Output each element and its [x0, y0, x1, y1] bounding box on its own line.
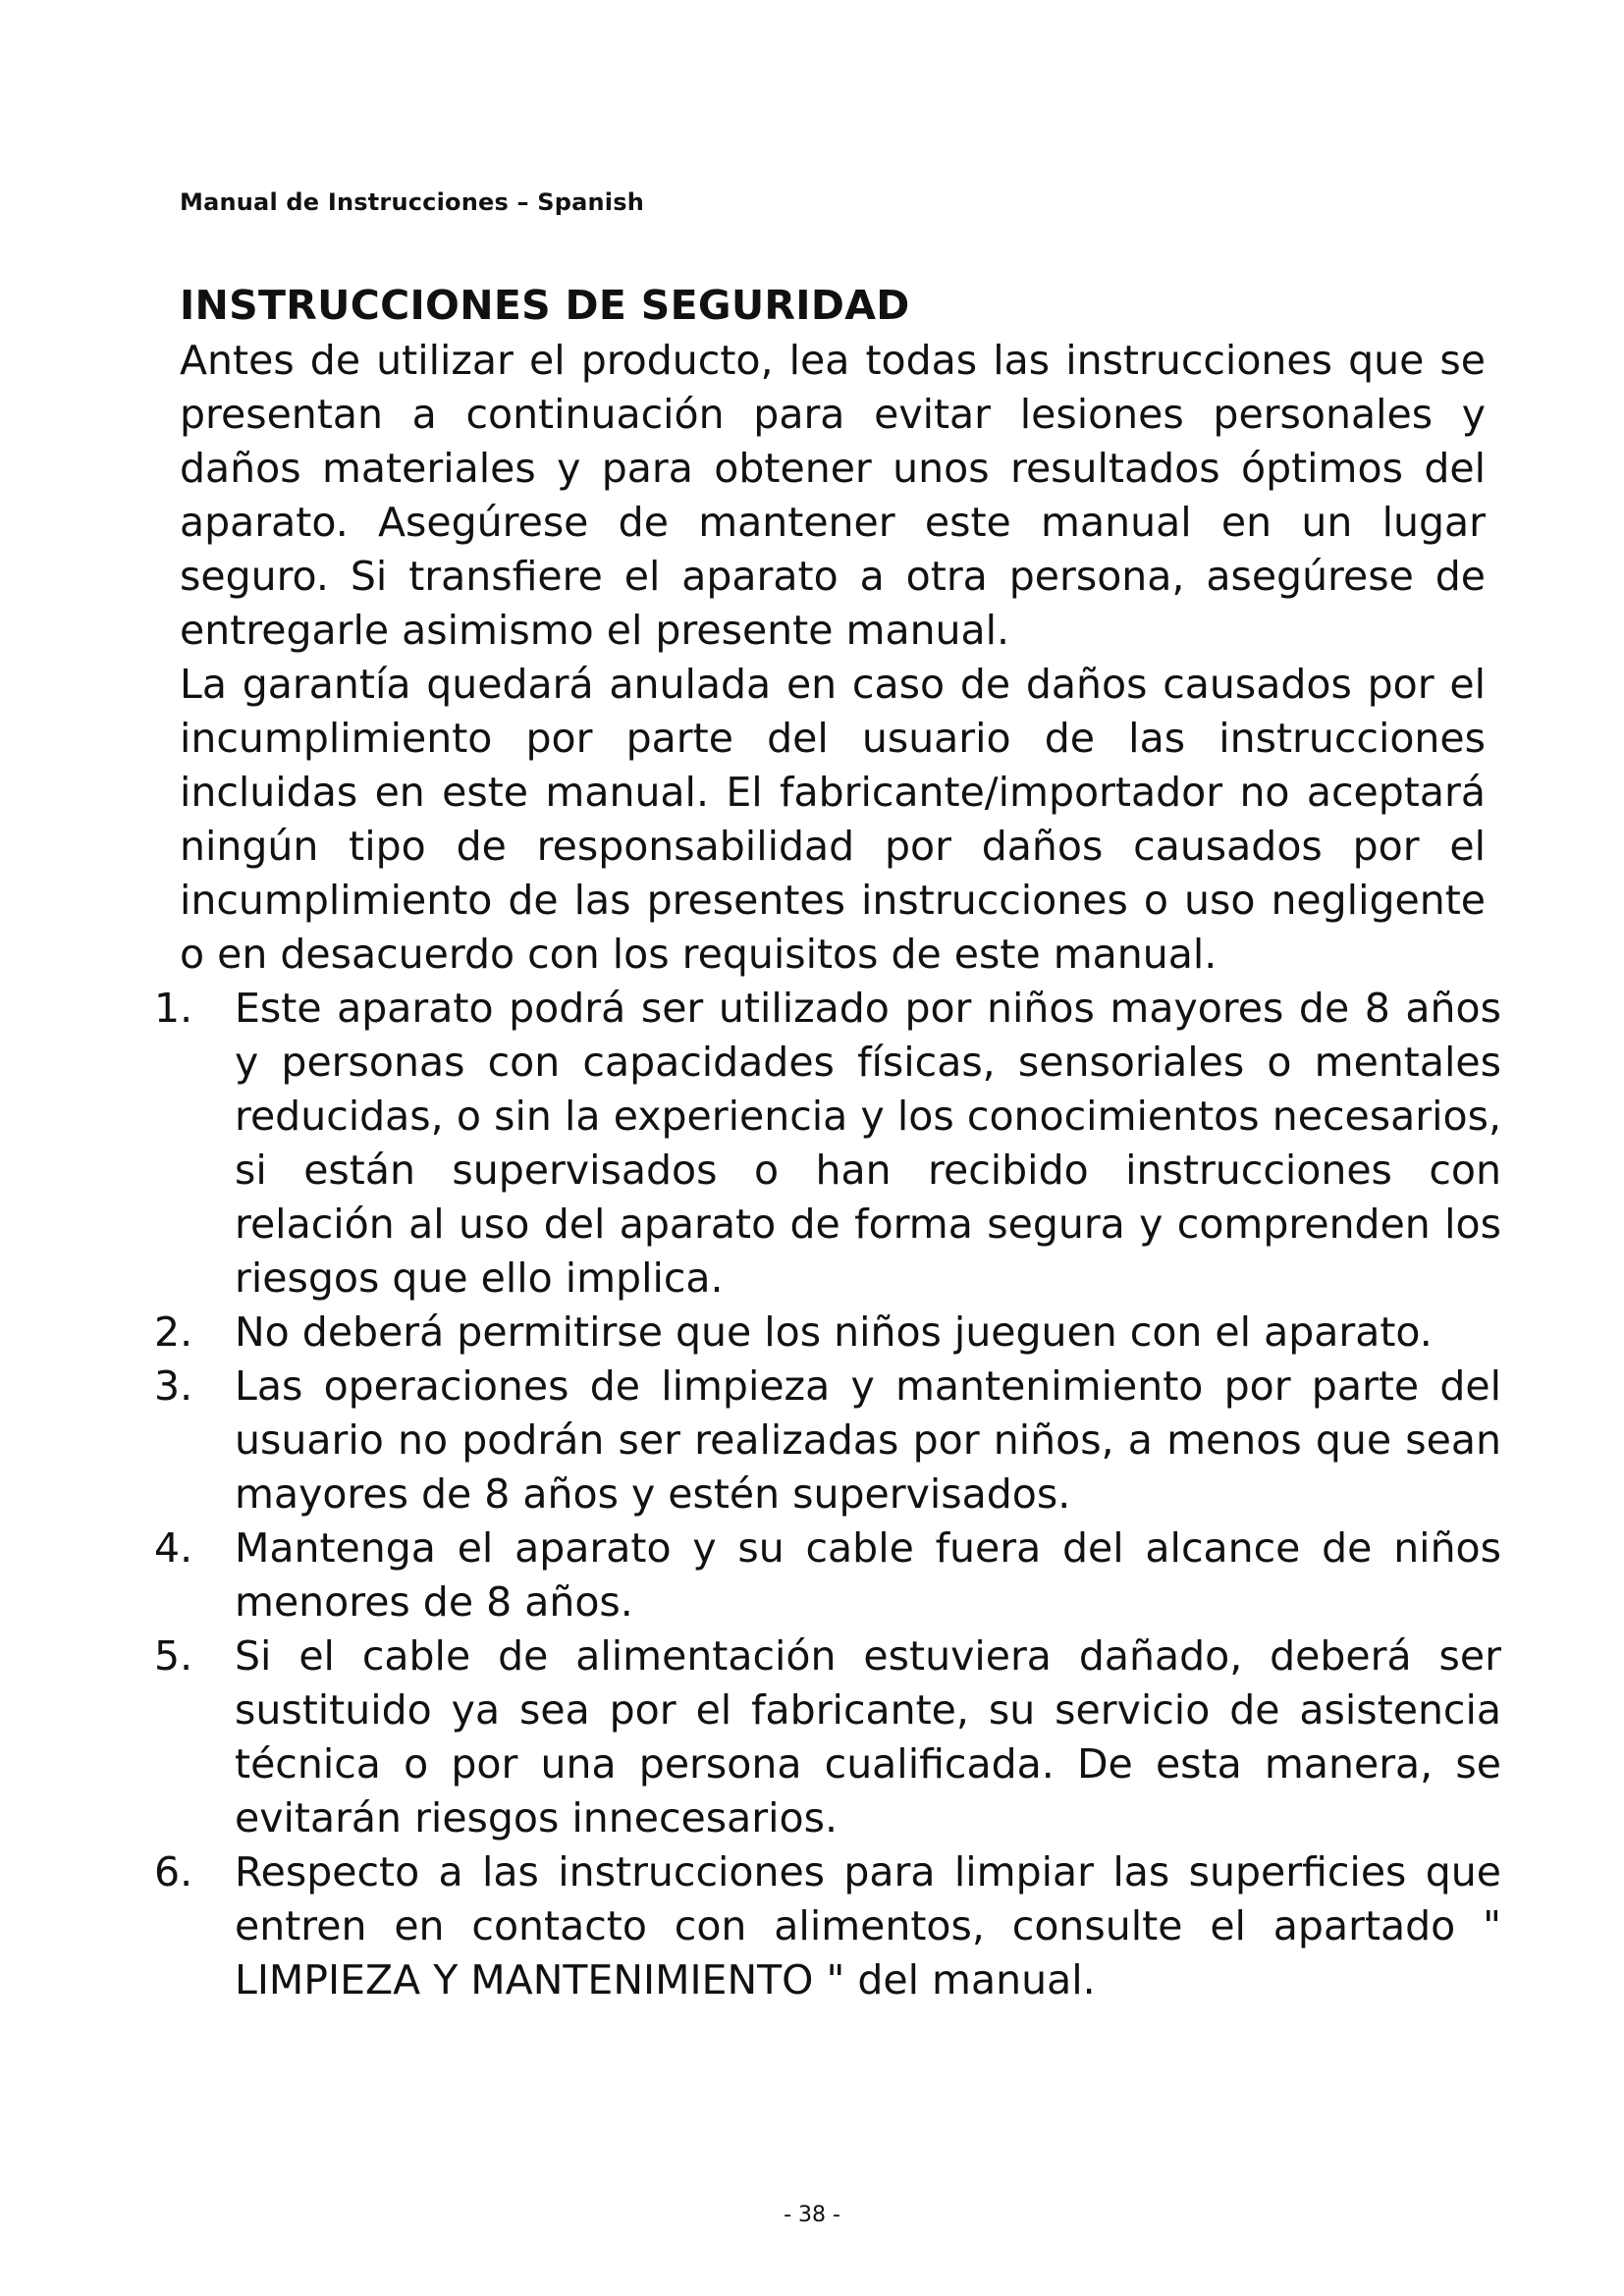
safety-instructions-list: [154, 982, 1501, 2007]
list-item-text: Este aparato podrá ser utilizado por niños mayores de 8 años y personas con capacidades físicas, sensoriales o mentales reducidas, o sin la experiencia y los conocimientos necesarios, si están supervisados o han recibido instrucciones con relación al uso del aparato de forma segura y comprenden los riesgos que ello implica.: [235, 985, 1501, 1302]
list-item-number: 2.: [154, 1308, 193, 1356]
intro-paragraph: Antes de utilizar el producto, lea todas las instrucciones que se presentan a continuación para evitar lesiones personales y daños materiales y para obtener unos resultados óptimos del aparato. Asegúrese de mantener este manual en un lugar seguro. Si transfiere el aparato a otra persona, asegúrese de entregarle asimismo el presente manual.: [180, 337, 1486, 654]
running-header: Manual de Instrucciones – Spanish: [180, 188, 645, 216]
list-item: [154, 1522, 1501, 1629]
section-title: INSTRUCCIONES DE SEGURIDAD: [180, 282, 910, 329]
list-item: [154, 1845, 1501, 2007]
list-item-number: 5.: [154, 1632, 193, 1680]
list-item-text: Mantenga el aparato y su cable fuera del alcance de niños menores de 8 años.: [235, 1524, 1501, 1626]
list-item: [154, 982, 1501, 1306]
list-item: [154, 1306, 1501, 1360]
list-item-number: 6.: [154, 1848, 193, 1896]
list-item-number: 3.: [154, 1362, 193, 1410]
list-item-text: No deberá permitirse que los niños jueguen con el aparato.: [235, 1308, 1433, 1356]
list-item-number: 1.: [154, 985, 193, 1032]
list-item: [154, 1360, 1501, 1522]
list-item-text: Las operaciones de limpieza y mantenimiento por parte del usuario no podrán ser realizadas por niños, a menos que sean mayores de 8 años y estén supervisados.: [235, 1362, 1501, 1518]
list-item-text: Si el cable de alimentación estuviera dañado, deberá ser sustituido ya sea por el fabricante, su servicio de asistencia técnica o por una persona cualificada. De esta manera, se evitarán riesgos innecesarios.: [235, 1632, 1501, 1842]
list-item: [154, 1629, 1501, 1845]
list-item-text: Respecto a las instrucciones para limpiar las superficies que entren en contacto con alimentos, consulte el apartado " LIMPIEZA Y MANTENIMIENTO " del manual.: [235, 1848, 1501, 2003]
warranty-paragraph: La garantía quedará anulada en caso de daños causados por el incumplimiento por parte del usuario de las instrucciones incluidas en este manual. El fabricante/importador no aceptará ningún tipo de responsabilidad por daños causados por el incumplimiento de las presentes instrucciones o uso negligente o en desacuerdo con los requisitos de este manual.: [180, 661, 1486, 978]
page-content: [154, 277, 1501, 2007]
page-number: - 38 -: [784, 2203, 840, 2227]
list-item-number: 4.: [154, 1524, 193, 1572]
